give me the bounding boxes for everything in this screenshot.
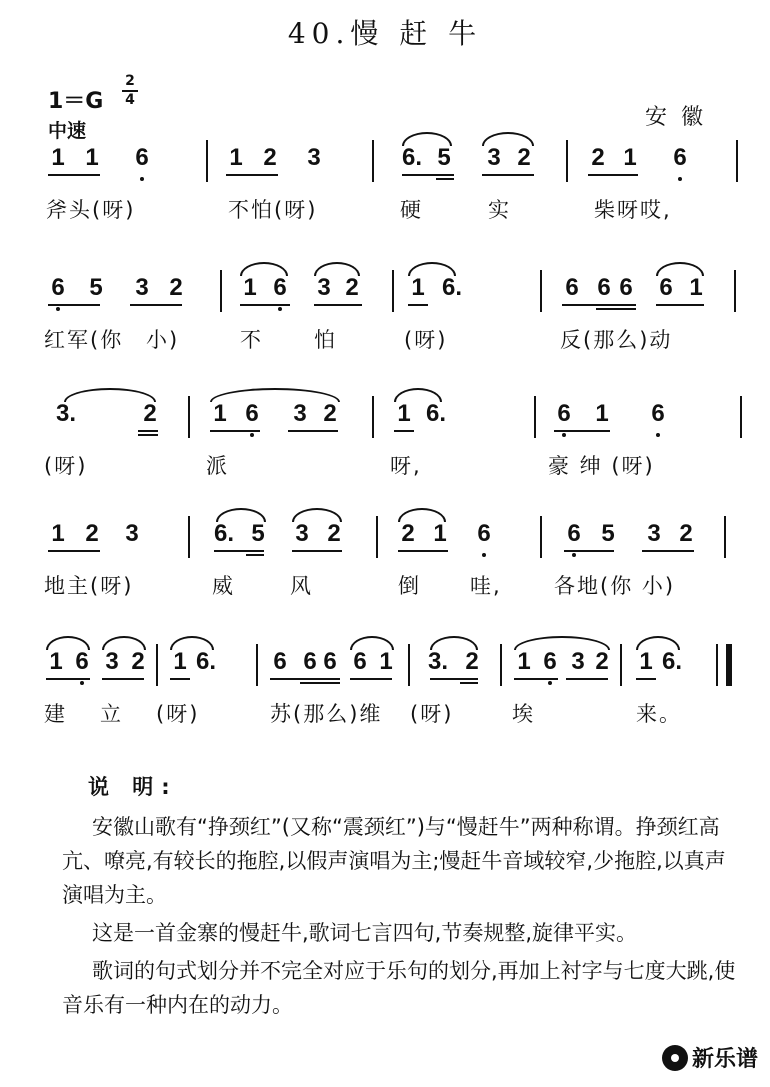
lyric: 埃 <box>512 702 535 726</box>
tempo-marking: 中速 <box>48 120 87 142</box>
watermark-logo <box>662 1042 758 1073</box>
lyric: 豪 绅 (呀) <box>548 454 655 478</box>
notes-paragraph: 安徽山歌有“挣颈红”(又称“震颈红”)与“慢赶牛”两种称谓。挣颈红高亢、嘹亮,有较长的拖腔,以假声演唱为主;慢赶牛音域较窄,少拖腔,以真声演唱为主。 <box>62 815 726 907</box>
time-signature <box>122 74 138 108</box>
song-origin: 安徽 <box>645 105 718 130</box>
lyric: 地主(呀) <box>44 574 134 598</box>
lyric: 苏(那么)维 <box>270 702 383 726</box>
lyric: 各地(你 小) <box>554 574 676 598</box>
notes-paragraph: 歌词的句式划分并不完全对应于乐句的划分,再加上衬字与七度大跳,使音乐有一种内在的动力。 <box>62 959 736 1017</box>
watermark-text: 新乐谱 <box>691 1047 758 1072</box>
lyric: 派 <box>206 454 229 478</box>
lyric: 不怕(呀) <box>228 198 318 222</box>
lyric: 小) <box>146 328 180 352</box>
lyric: 怕 <box>314 328 337 352</box>
lyric: 威 <box>212 574 235 598</box>
lyric: (呀) <box>156 702 200 726</box>
key-signature: 1＝G <box>48 89 104 114</box>
lyric: 呀, <box>390 454 422 478</box>
time-sig-bottom: 4 <box>125 92 135 108</box>
lyric: 建 <box>44 702 67 726</box>
lyric: 斧头(呀) <box>46 198 136 222</box>
lyric: 不 <box>240 328 263 352</box>
notes-heading: 说 明: <box>88 775 178 799</box>
explanation-notes <box>62 770 742 1022</box>
lyric: 风 <box>290 574 313 598</box>
song-title: 40.慢 赶 牛 <box>287 17 483 50</box>
lyric: 反(那么)动 <box>560 328 673 352</box>
lyric: 立 <box>100 702 123 726</box>
lyric: 来。 <box>636 702 682 726</box>
lyric: (呀) <box>410 702 454 726</box>
lyric: 倒 <box>398 574 421 598</box>
notes-paragraph: 这是一首金寨的慢赶牛,歌词七言四句,节奏规整,旋律平实。 <box>92 921 638 945</box>
lyric: 哇, <box>470 574 502 598</box>
lyric: 实 <box>488 198 511 222</box>
lyric: 柴呀哎, <box>594 198 672 222</box>
lyric: (呀) <box>44 454 88 478</box>
record-disc-icon <box>662 1045 688 1071</box>
lyric: 红军(你 <box>44 328 124 352</box>
time-sig-top: 2 <box>125 73 135 89</box>
lyric: (呀) <box>404 328 448 352</box>
lyric: 硬 <box>400 198 423 222</box>
